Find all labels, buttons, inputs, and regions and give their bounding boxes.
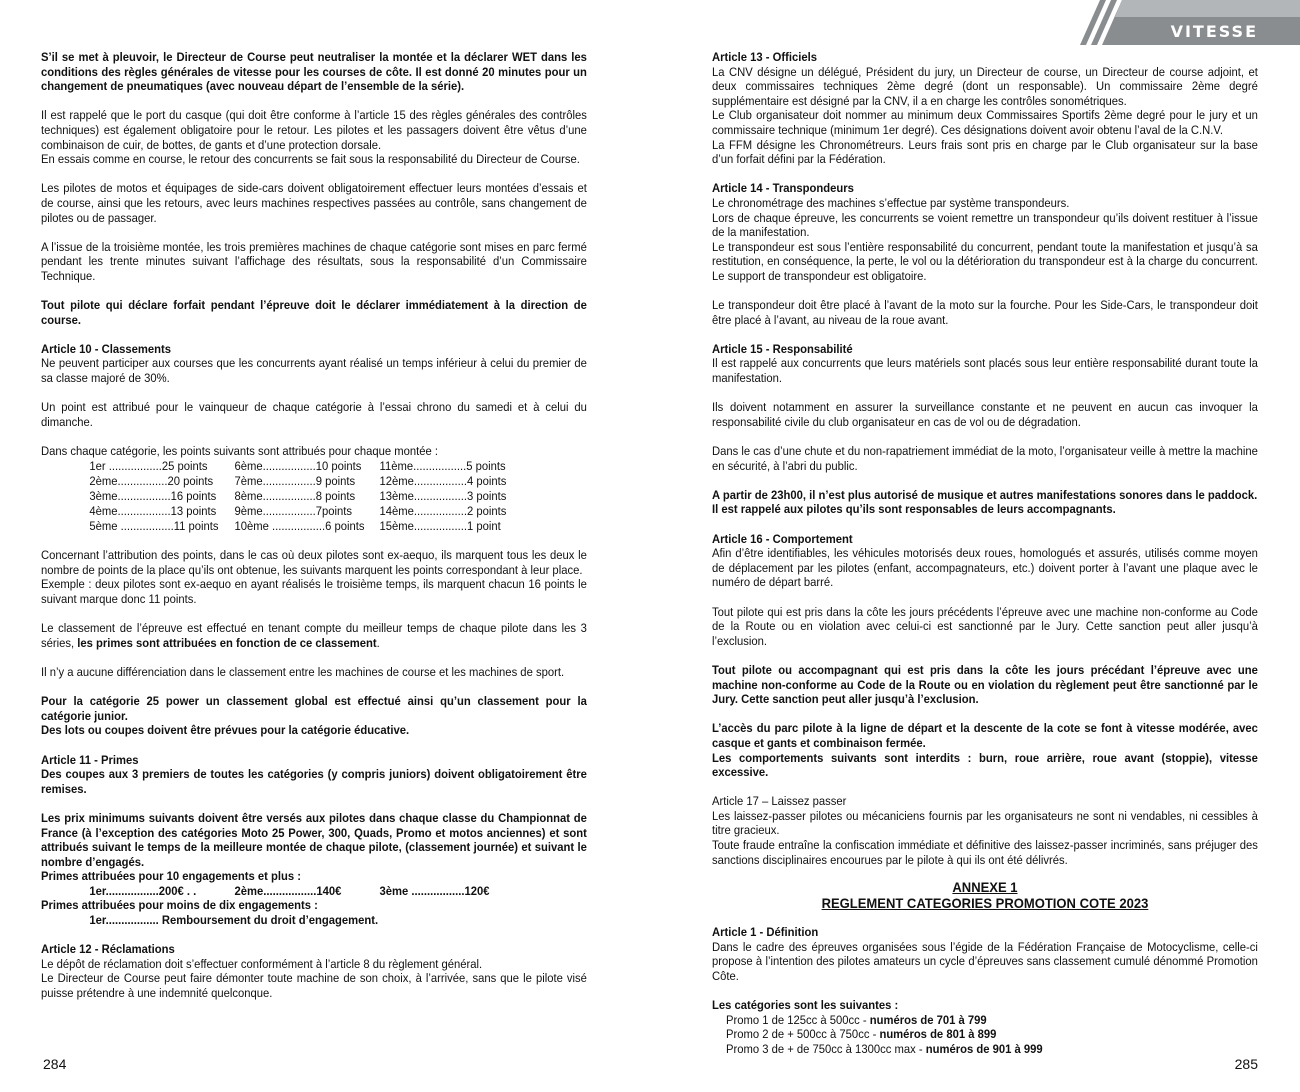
points-cell: 13ème.................3 points (379, 488, 507, 503)
article-16-p4a: L’accès du parc pilote à la ligne de départ et la descente de la cote se font à vitesse modérée, avec casque et gants et combinaison fermée. (712, 721, 1258, 750)
article-10-p2: Un point est attribué pour le vainqueur de chaque catégorie à l’essai chrono du samedi et à celui du dimanche. (41, 400, 587, 429)
promo-numbers: numéros de 701 à 799 (869, 1012, 987, 1027)
points-cell: 2ème................20 points (89, 473, 214, 488)
article-11-p3: Primes attribuées pour 10 engagements et plus : (41, 869, 302, 884)
points-cell: 10ème .................6 points (234, 518, 365, 533)
article-10-p3: Dans chaque catégorie, les points suivants sont attribués pour chaque montée : (41, 444, 439, 459)
article-13-title: Article 13 - Officiels (712, 50, 818, 64)
article-13-p1: La CNV désigne un délégué, Président du jury, un Directeur de course, un Directeur de course adjoint, et deux commissaires techniques 2ème degré (dont un responsable). Un commissaire 2ème degré supplémentaire est désigné par la CNV, il a en charge les contrôles sonométriques. (712, 64, 1258, 108)
promo-label: Promo 3 de + de 750cc à 1300cc max - (725, 1042, 926, 1056)
article-15-title: Article 15 - Responsabilité (712, 341, 853, 356)
categories-title: Les catégories sont les suivantes : (712, 998, 899, 1013)
prime-cell: 1er.................200€ . . (89, 883, 197, 898)
article-14-p2: Lors de chaque épreuve, les concurrents se voient remettre un transpondeur qu’ils doivent restituer à l’issue de la manifestation. (712, 210, 1258, 240)
table-row (89, 459, 506, 474)
table-row (89, 884, 489, 899)
helmet-paragraph: Il est rappelé que le port du casque (qui doit être conforme à l’article 15 des règles générales des contrôles techniques) est également obligatoire pour le retour. Les pilotes et les passagers doivent être vêtus d’une combinaison de cuir, de bottes, de gants et d’une protection dorsale. (41, 108, 587, 152)
article-11-p1: Des coupes aux 3 premiers de toutes les catégories (y compris juniors) doivent obligatoirement être remises. (41, 767, 587, 796)
article-14-p4: Le transpondeur doit être placé à l’avant de la moto sur la fourche. Pour les Side-Cars, le transpondeur doit être placé à l’avant, au niveau de la roue avant. (712, 298, 1258, 327)
points-cell: 5ème .................11 points (89, 518, 219, 533)
article-10-p6: Il n’y a aucune différenciation dans le classement entre les machines de course et les machines de sport. (41, 664, 565, 679)
promo-label: Promo 1 de 125cc à 500cc - (725, 1012, 870, 1027)
return-paragraph: En essais comme en course, le retour des concurrents se fait sous la responsabilité du Directeur de Course. (41, 152, 580, 167)
list-item (712, 1013, 1258, 1028)
points-cell: 1er .................25 points (89, 458, 208, 473)
machines-paragraph: Les pilotes de motos et équipages de side-cars doivent obligatoirement effectuer leurs montées d’essais et de course, ainsi que les retours, avec leurs machines respectives passées au contrôle, sans changement de pilotes ou de passager. (41, 181, 587, 225)
points-cell: 9ème.................7points (234, 503, 352, 518)
right-page (650, 0, 1300, 1092)
article-17-p2: Toute fraude entraîne la confiscation immédiate et définitive des laissez-passer incriminés, sans préjuger des sanctions disciplinaires encourues par le pilote à qui ils ont été délivrés. (712, 838, 1258, 867)
annexe-heading (712, 879, 1258, 911)
annexe-title: ANNEXE 1 (952, 879, 1018, 896)
article-13-p2: Le Club organisateur doit nommer au minimum deux Commissaires Sportifs 2ème degré pour le jury et un commissaire technique (minimum 1er degré). Ces désignations doivent avoir obtenu l’aval de la C.N.V. (712, 108, 1258, 137)
annexe-article-1-p1: Dans le cadre des épreuves organisées sous l’égide de la Fédération Française de Motocyclisme, celle-ci propose à l’intention des pilotes amateurs un cycle d’épreuves sans classement cumulé dénommé Promotion Côte. (712, 939, 1258, 984)
banner-label: VITESSE (1170, 22, 1258, 41)
classement-end: . (376, 635, 380, 650)
page-number: 285 (1234, 1056, 1258, 1072)
table-row (89, 504, 506, 519)
article-10-title: Article 10 - Classements (41, 341, 172, 356)
article-10-p4b: Exemple : deux pilotes sont ex-aequo en ayant réalisés le troisième temps, ils marquent chacun 16 points le suivant marque donc 11 points. (41, 577, 587, 606)
rain-paragraph: S’il se met à pleuvoir, le Directeur de Course peut neutraliser la montée et la déclarer WET dans les conditions des règles générales de vitesse pour les courses de côte. Il est donné 20 minutes pour un changement de pneumatiques (avec nouveau départ de l’ensemble de la série). (41, 50, 587, 94)
article-12-p2: Le Directeur de Course peut faire démonter toute machine de son choix, à l’arrivée, sans que le pilote visé puisse prétendre à une indemnité quelconque. (41, 971, 587, 1001)
prime-cell: 3ème .................120€ (379, 883, 490, 898)
spacer (41, 928, 587, 943)
points-cell: 8ème.................8 points (234, 488, 356, 503)
article-14-p1: Le chronométrage des machines s’effectue par système transpondeurs. (712, 195, 1070, 210)
article-10-p7b: Des lots ou coupes doivent être prévues pour la catégorie éducative. (41, 723, 410, 738)
points-cell: 3ème.................16 points (89, 488, 217, 503)
article-15-p3: Dans le cas d’une chute et du non-rapatriement immédiat de la moto, l’organisateur veille à mettre la machine en sécurité, à l’abri du public. (712, 444, 1258, 473)
table-row (89, 489, 506, 504)
article-10-p4a: Concernant l’attribution des points, dans le cas où deux pilotes sont ex-aequo, ils marquent tous les deux le nombre de points de la place qu’ils ont obtenue, les suivants marquent les points correspondant à leur place. (41, 548, 587, 577)
points-cell: 14ème.................2 points (379, 503, 507, 518)
article-10-p5 (41, 621, 587, 650)
prime-row-2: 1er................. Remboursement du droit d’engagement. (89, 913, 379, 928)
points-table (89, 459, 506, 534)
article-14-title: Article 14 - Transpondeurs (712, 181, 854, 196)
annexe-article-1-title: Article 1 - Définition (712, 925, 819, 940)
article-11-p4: Primes attribuées pour moins de dix engagements : (41, 898, 318, 913)
table-row (89, 519, 506, 534)
promo-numbers: numéros de 801 à 899 (879, 1027, 997, 1042)
classement-text: Le classement de l’épreuve est effectué en tenant compte du meilleur temps de chaque pilote dans les 3 séries, (41, 621, 587, 650)
points-cell: 15ème.................1 point (379, 518, 501, 533)
article-11-title: Article 11 - Primes (41, 752, 139, 767)
article-17-title: Article 17 – Laissez passer (712, 794, 847, 809)
article-10-p1: Ne peuvent participer aux courses que les concurrents ayant réalisé un temps inférieur à celui du premier de sa classe majoré de 30%. (41, 356, 587, 386)
article-16-title: Article 16 - Comportement (712, 531, 853, 546)
page-number: 284 (43, 1056, 67, 1072)
spacer (41, 534, 587, 549)
points-cell: 7ème.................9 points (234, 473, 356, 488)
article-14-p3: Le transpondeur est sous l’entière responsabilité du concurrent, pendant toute la manifestation et jusqu’à sa restitution, en conséquence, la perte, le vol ou la détérioration du transpondeur est à la charge du concurrent. Le support de transpondeur est obligatoire. (712, 239, 1258, 283)
points-cell: 11ème.................5 points (379, 458, 506, 473)
article-17-p1: Les laissez-passer pilotes ou mécaniciens fournis par les organisateurs ne sont ni vendables, ni cessibles à titre gracieux. (712, 808, 1258, 838)
article-16-p4b: Les comportements suivants sont interdits : burn, roue arrière, roue avant (stoppie), vitesse excessive. (712, 750, 1258, 780)
article-15-p1: Il est rappelé aux concurrents que leurs matériels sont placés sous leur entière responsabilité durant toute la manifestation. (712, 356, 1258, 386)
promo-numbers: numéros de 901 à 999 (925, 1042, 1043, 1056)
table-row (89, 474, 506, 489)
left-column (41, 50, 587, 1015)
article-15-p2: Ils doivent notamment en assurer la surveillance constante et ne peuvent en aucun cas invoquer la responsabilité civile du club organisateur en cas de vol ou de dégradation. (712, 400, 1258, 429)
article-16-p2: Tout pilote qui est pris dans la côte les jours précédents l’épreuve avec une machine non-conforme au Code de la Route ou en violation avec celui-ci est sanctionné par le Jury. Cette sanction peut aller jusqu’à l’exclusion. (712, 604, 1258, 648)
article-12-title: Article 12 - Réclamations (41, 942, 175, 957)
forfait-paragraph: Tout pilote qui déclare forfait pendant l’épreuve doit le déclarer immédiatement à la direction de course. (41, 298, 587, 327)
annexe-subtitle: REGLEMENT CATEGORIES PROMOTION COTE 2023 (821, 895, 1149, 912)
list-item (712, 1042, 1258, 1057)
article-15-p4b: Il est rappelé aux pilotes qu’ils sont responsables de leurs accompagnants. (712, 502, 1116, 517)
points-cell: 6ème.................10 points (234, 458, 362, 473)
points-cell: 4ème.................13 points (89, 503, 217, 518)
article-13-p3: La FFM désigne les Chronométreurs. Leurs frais sont pris en charge par le Club organisateur sur la base d’un forfait défini par la Fédération. (712, 137, 1258, 167)
article-15-p4a: A partir de 23h00, il n’est plus autorisé de musique et autres manifestations sonores dans le paddock. (712, 487, 1258, 502)
points-cell: 12ème.................4 points (379, 473, 507, 488)
article-16-p3: Tout pilote ou accompagnant qui est pris dans la côte les jours précédant l’épreuve avec une machine non-conforme au Code de la Route ou en violation du règlement peut être sanctionné par le Jury. Cette sanction peut aller jusqu’à l’exclusion. (712, 662, 1258, 707)
parc-ferme-paragraph: A l’issue de la troisième montée, les trois premières machines de chaque catégorie sont mises en parc fermé pendant les trente minutes suivant l’affichage des résultats, sous la responsabilité d’un Commissaire Technique. (41, 239, 587, 283)
prime-cell: 2ème.................140€ (234, 883, 342, 898)
classement-bold-text: les primes sont attribuées en fonction de ce classement (77, 635, 377, 650)
article-12-p1: Le dépôt de réclamation doit s’effectuer conformément à l’article 8 du règlement général. (41, 956, 483, 971)
promo-label: Promo 2 de + 500cc à 750cc - (725, 1027, 880, 1042)
primes-table (89, 884, 489, 899)
right-column (712, 50, 1258, 1057)
article-16-p1: Afin d’être identifiables, les véhicules motorisés deux roues, homologués et assurés, utilisés comme moyen de déplacement par les pilotes (enfant, accompagnateurs, etc.) doivent porter à l’avant une plaque avec le numéro de départ barré. (712, 546, 1258, 590)
list-item (712, 1027, 1258, 1042)
article-10-p7a: Pour la catégorie 25 power un classement global est effectué ainsi qu’un classement pour la catégorie junior. (41, 694, 587, 723)
article-11-p2: Les prix minimums suivants doivent être versés aux pilotes dans chaque classe du Championnat de France (à l’exception des catégories Moto 25 Power, 300, Quads, Promo et motos anciennes) et sont attribués suivant le temps de la meilleure montée de chaque pilote, (classement journée) et suivant le nombre d’engagés. (41, 810, 587, 869)
